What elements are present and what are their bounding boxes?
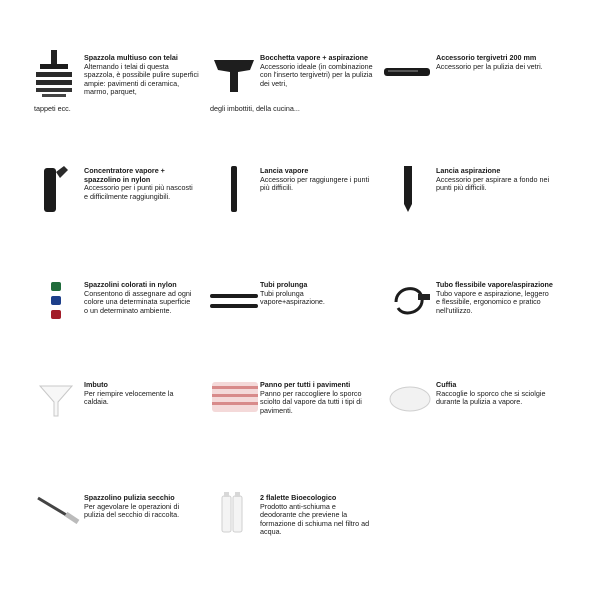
steam-concentrator-icon xyxy=(40,164,70,214)
cloth-cap-icon xyxy=(388,384,432,414)
bottles-icon xyxy=(220,490,244,534)
item-description: Alternando i telai di questa spazzola, è possibile pulire superfici ampie: pavimenti di ceramica, marmo, parquet, xyxy=(84,61,199,97)
flexible-hose-icon xyxy=(386,278,434,326)
item-title: Tubo flessibile vapore/aspirazione xyxy=(436,280,553,289)
item-description: Tubi prolunga vapore+aspirazione. xyxy=(260,288,325,307)
item-description: Panno per raccogliere lo sporco sciolto dal vapore da tutti i tipi di pavimenti. xyxy=(260,388,362,415)
extension-tubes-icon xyxy=(210,290,258,314)
item-description: Accessorio per i punti più nascosti e difficilmente raggiungibili. xyxy=(84,183,193,201)
item-title: Spazzolini colorati in nylon xyxy=(84,280,177,289)
item-title: Lancia vapore xyxy=(260,166,309,175)
item-title: Cuffia xyxy=(436,380,457,389)
item-title: Concentratore vapore + spazzolino in nylon xyxy=(84,166,165,184)
item-description: Accessorio per raggiungere i punti più difficili. xyxy=(260,174,370,193)
item-description: Accessorio per la pulizia dei vetri. xyxy=(436,61,543,71)
colored-brushes-icon xyxy=(46,280,66,324)
item-description: Tubo vapore e aspirazione, leggero e flessibile, ergonomico e pratico nell'utilizzo. xyxy=(436,288,549,315)
steam-nozzle-icon xyxy=(212,56,256,96)
item-description-tail: tappeti ecc. xyxy=(34,104,71,113)
item-title: Lancia aspirazione xyxy=(436,166,501,175)
item-description: Consentono di assegnare ad ogni colore una determinata superficie o un determinato ambiente. xyxy=(84,288,192,315)
item-description: Accessorio ideale (in combinazione con l'inserto tergivetri) per la pulizia dei vetri, xyxy=(260,61,373,88)
item-title: Bocchetta vapore + aspirazione xyxy=(260,53,369,62)
item-title: Panno per tutti i pavimenti xyxy=(260,380,351,389)
item-description: Per agevolare le operazioni di pulizia del secchio di raccolta. xyxy=(84,501,180,520)
steam-lance-icon xyxy=(228,166,240,214)
bucket-brush-icon xyxy=(36,494,80,524)
item-title: Accessorio tergivetri 200 mm xyxy=(436,53,537,62)
item-title: Spazzola multiuso con telai xyxy=(84,53,178,62)
multi-purpose-brush-icon xyxy=(34,50,74,102)
item-description: Prodotto anti-schiuma e deodorante che previene la formazione di schiuma nel filtro ad acqua. xyxy=(260,501,370,537)
item-description: Accessorio per aspirare a fondo nei punti più difficili. xyxy=(436,174,550,193)
item-description-tail: degli imbottiti, della cucina... xyxy=(210,104,300,113)
item-title: Imbuto xyxy=(84,380,108,389)
item-title: Spazzolino pulizia secchio xyxy=(84,493,175,502)
window-squeegee-icon xyxy=(384,64,430,80)
item-description: Raccoglie lo sporco che si sciolgie durante la pulizia a vapore. xyxy=(436,388,546,407)
funnel-icon xyxy=(36,380,76,420)
item-description: Per riempire velocemente la caldaia. xyxy=(84,388,174,407)
item-title: Tubi prolunga xyxy=(260,280,308,289)
floor-cloth-icon xyxy=(210,378,260,416)
item-title: 2 flalette Bioecologico xyxy=(260,493,337,502)
suction-lance-icon xyxy=(400,166,416,214)
